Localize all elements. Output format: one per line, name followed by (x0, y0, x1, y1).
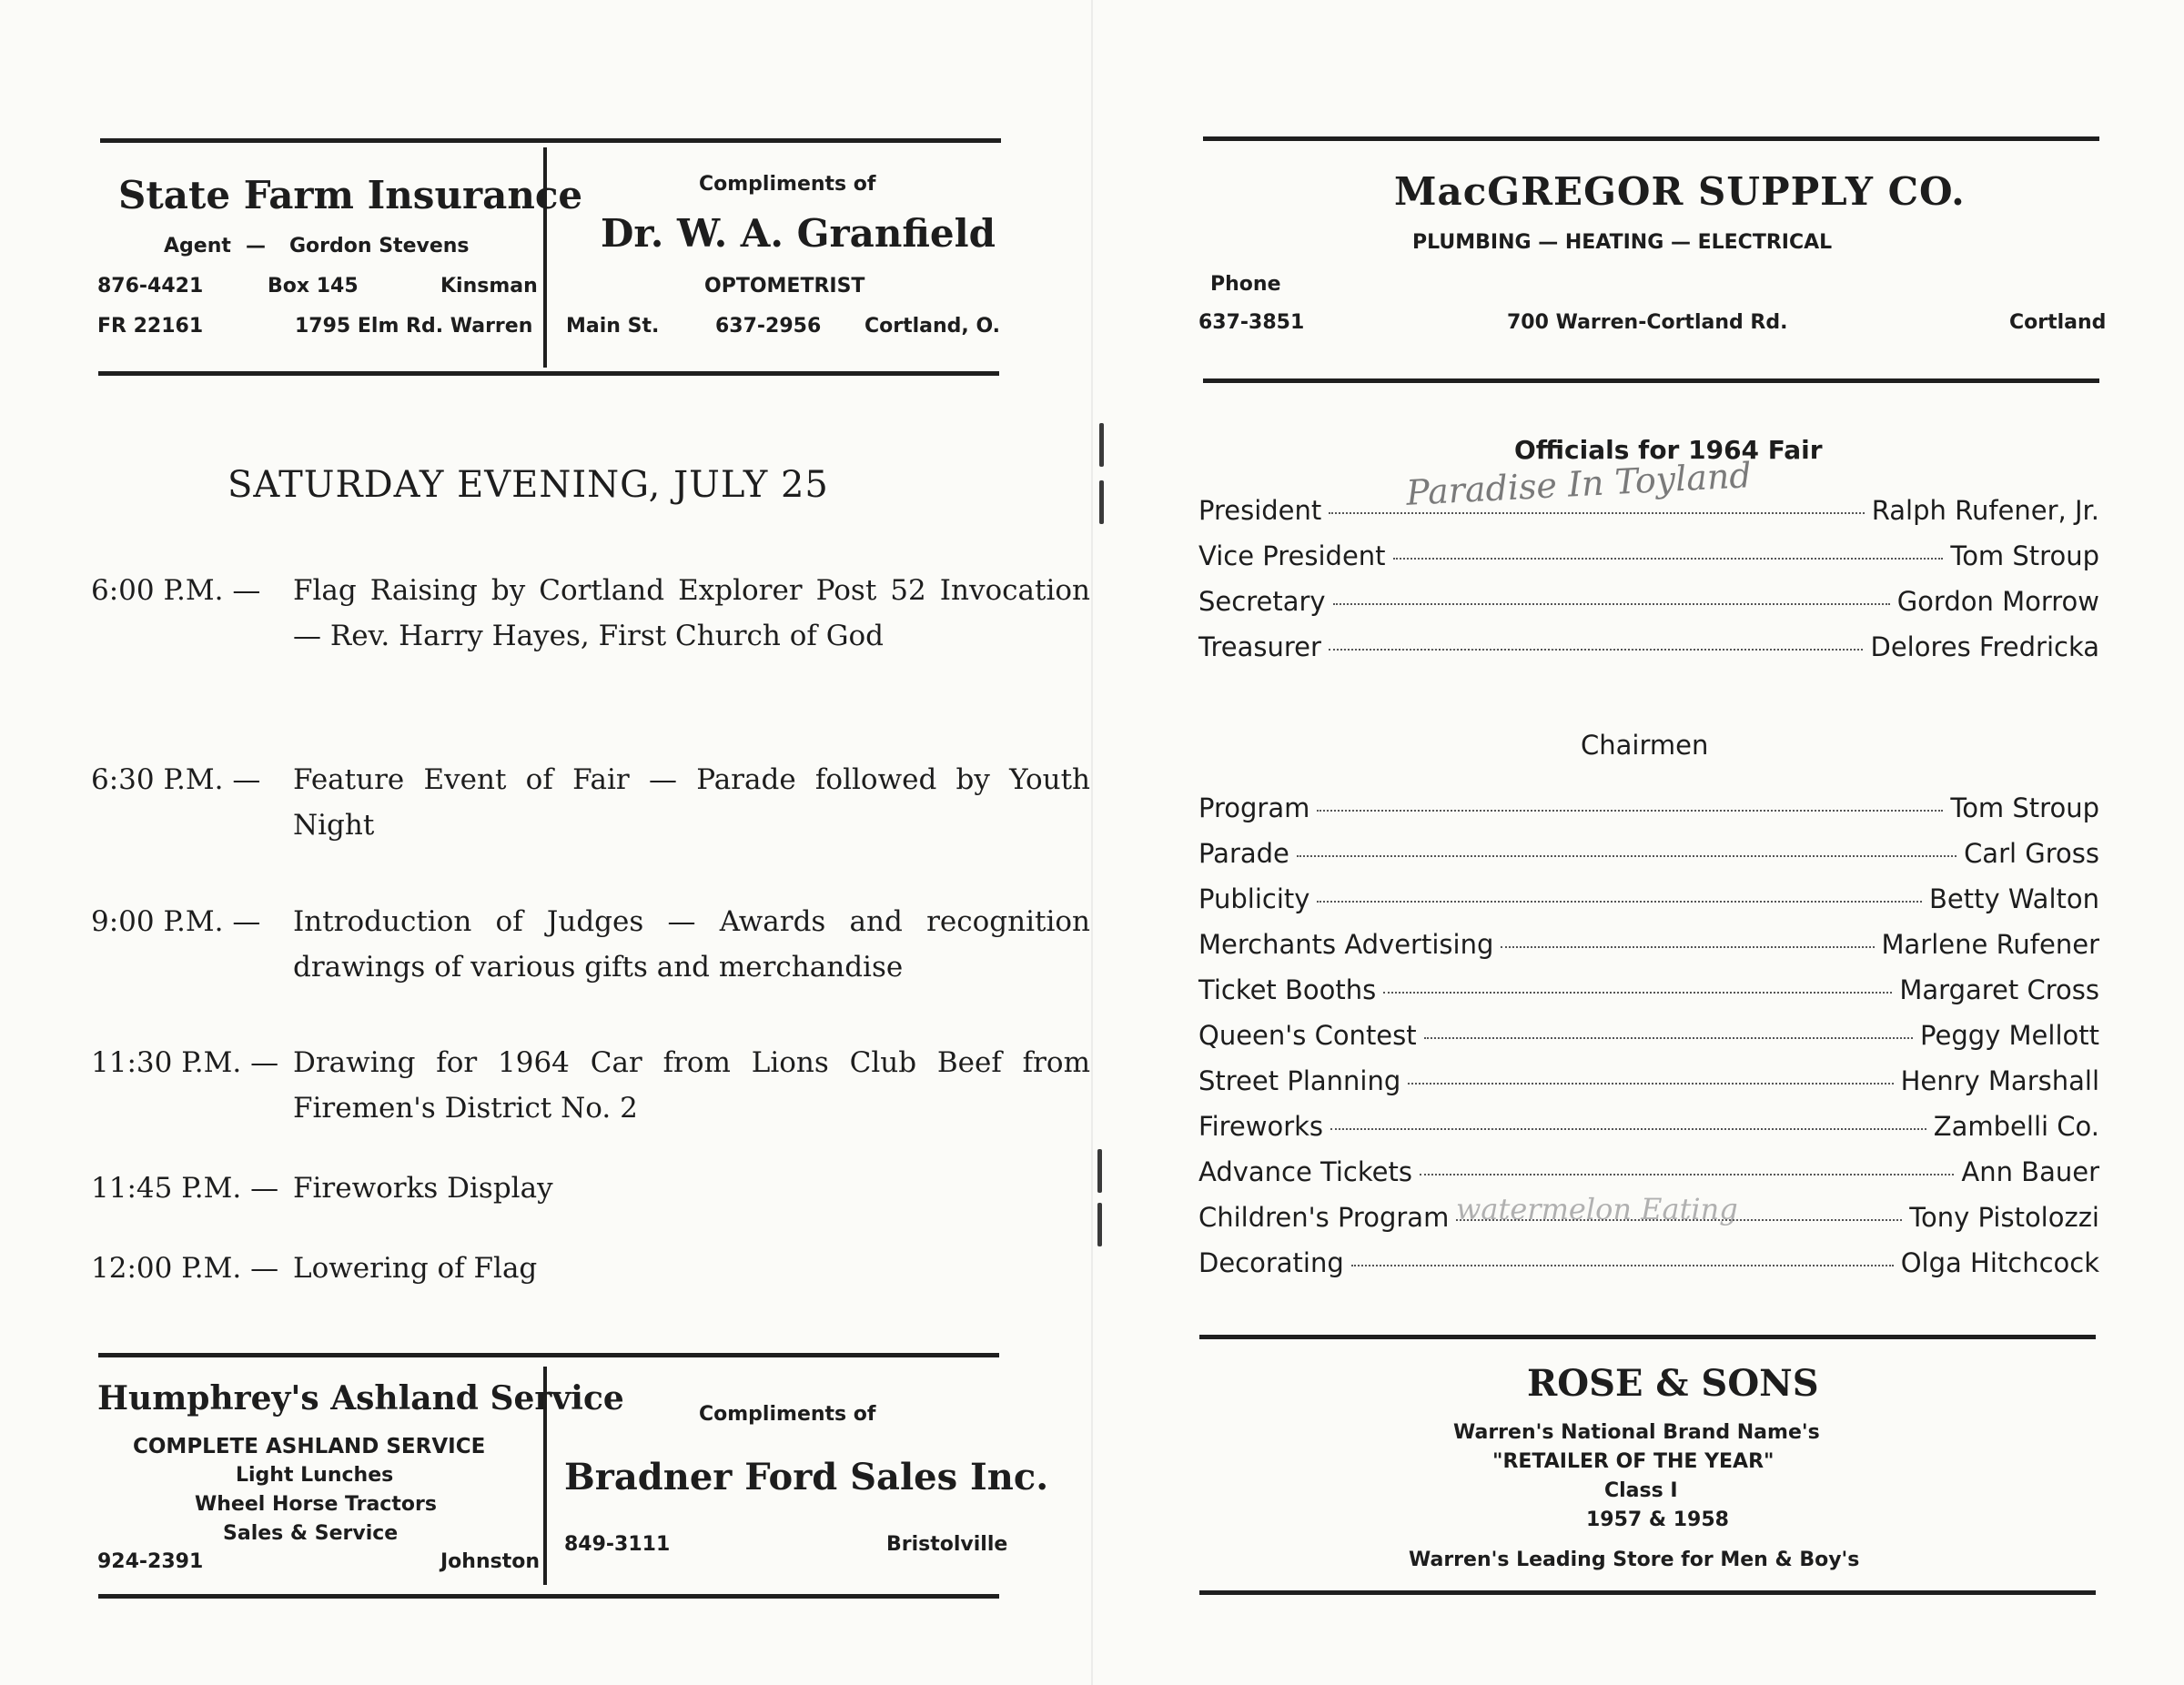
top-rule (100, 138, 1001, 143)
program-time: 6:00 P.M. — (91, 574, 261, 607)
chairman-row (1198, 883, 2099, 920)
granfield-town: Cortland, O. (864, 315, 1001, 338)
chairman-role: Queen's Contest (1198, 1020, 1417, 1051)
macgregor-title: MacGREGOR SUPPLY CO. (1394, 169, 1966, 214)
chairman-role: Fireworks (1198, 1111, 1324, 1142)
program-desc: Lowering of Flag (293, 1252, 538, 1285)
macgregor-bottom-rule (1203, 378, 2099, 383)
bottom-rule (98, 1594, 999, 1599)
chairman-row (1198, 1111, 2099, 1147)
humphrey-title: Humphrey's Ashland Service (97, 1379, 624, 1418)
rose-line-3: Class I (1604, 1479, 1678, 1502)
official-name: Ralph Rufener, Jr. (1871, 495, 2099, 526)
program-desc: Introduction of Judges — Awards and recognition drawings of various gifts and merchandise (293, 905, 1090, 984)
macgregor-phone: 637-3851 (1198, 311, 1305, 334)
bottom-rule-right (1199, 1590, 2096, 1595)
chairman-row (1198, 1020, 2099, 1056)
program-time: 9:00 P.M. — (91, 905, 261, 938)
state-farm-title: State Farm Insurance (118, 173, 583, 217)
program-time: 12:00 P.M. — (91, 1252, 279, 1285)
chairman-row (1198, 838, 2099, 874)
state-farm-town: Kinsman (440, 275, 538, 298)
state-farm-phone: 876-4421 (97, 275, 204, 298)
chairmen-title: Chairmen (1581, 730, 1709, 761)
chairman-row (1198, 1156, 2099, 1193)
leader-dots (1393, 558, 1944, 560)
chairman-role: Children's Program (1198, 1202, 1450, 1233)
program-desc: Drawing for 1964 Car from Lions Club Beef from Firemen's District No. 2 (293, 1046, 1090, 1125)
official-role: Treasurer (1198, 631, 1321, 662)
chairman-name: Betty Walton (1929, 883, 2099, 914)
rose-top-rule (1199, 1335, 2096, 1339)
leader-dots (1351, 1265, 1894, 1266)
bradner-town: Bristolville (886, 1533, 1008, 1556)
official-row (1198, 495, 2099, 531)
rose-line-5: Warren's Leading Store for Men & Boy's (1409, 1549, 1860, 1571)
chairman-name: Ann Bauer (1961, 1156, 2099, 1187)
official-name: Tom Stroup (1950, 540, 2099, 571)
humphrey-town: Johnston (440, 1550, 541, 1573)
official-role: President (1198, 495, 1322, 526)
leader-dots (1330, 1128, 1926, 1130)
official-row (1198, 540, 2099, 577)
program-time: 11:45 P.M. — (91, 1172, 279, 1205)
chairman-row (1198, 1065, 2099, 1102)
leader-dots (1456, 1219, 1902, 1221)
granfield-phone: 637-2956 (715, 315, 822, 338)
official-role: Secretary (1198, 586, 1326, 617)
top-rule-right (1203, 136, 2099, 141)
chairman-name: Peggy Mellott (1920, 1020, 2099, 1051)
leader-dots (1501, 946, 1874, 948)
program-desc: Fireworks Display (293, 1172, 553, 1205)
top-ad-bottom-rule (98, 371, 999, 376)
bradner-name: Bradner Ford Sales Inc. (564, 1456, 1049, 1498)
leader-dots (1383, 992, 1892, 994)
granfield-street: Main St. (566, 315, 660, 338)
official-name: Delores Fredricka (1870, 631, 2099, 662)
program-title: SATURDAY EVENING, JULY 25 (228, 464, 829, 506)
humphrey-line-1: COMPLETE ASHLAND SERVICE (133, 1435, 486, 1458)
leader-dots (1297, 855, 1956, 857)
humphrey-line-3: Wheel Horse Tractors (195, 1493, 437, 1516)
chairman-row (1198, 1247, 2099, 1284)
chairman-name: Marlene Rufener (1881, 929, 2099, 960)
leader-dots (1317, 901, 1922, 903)
state-farm-box: Box 145 (268, 275, 359, 298)
officials-title: Officials for 1964 Fair (1514, 435, 1823, 465)
granfield-compliments: Compliments of (699, 173, 876, 196)
humphrey-phone: 924-2391 (97, 1550, 204, 1573)
granfield-profession: OPTOMETRIST (704, 275, 865, 298)
leader-dots (1317, 810, 1943, 812)
program-time: 6:30 P.M. — (91, 763, 261, 796)
program-desc: Flag Raising by Cortland Explorer Post 52 Invocation — Rev. Harry Hayes, First Church of God (293, 574, 1090, 652)
chairman-name: Tom Stroup (1950, 792, 2099, 823)
program-time: 11:30 P.M. — (91, 1046, 279, 1079)
bradner-compliments: Compliments of (699, 1403, 876, 1426)
leader-dots (1329, 649, 1864, 651)
chairman-role: Advance Tickets (1198, 1156, 1412, 1187)
chairman-role: Decorating (1198, 1247, 1344, 1278)
chairman-role: Street Planning (1198, 1065, 1401, 1096)
official-row (1198, 631, 2099, 668)
granfield-name: Dr. W. A. Granfield (601, 211, 996, 256)
chairman-name: Henry Marshall (1900, 1065, 2099, 1096)
bottom-ad-top-rule (98, 1353, 999, 1357)
chairman-row (1198, 1202, 2099, 1238)
leader-dots (1420, 1174, 1954, 1175)
official-row (1198, 586, 2099, 622)
handwritten-note: watermelon Eating (1456, 1192, 1738, 1226)
rose-line-2: "RETAILER OF THE YEAR" (1492, 1450, 1774, 1473)
macgregor-phone-label: Phone (1210, 273, 1281, 296)
chairman-row (1198, 792, 2099, 829)
humphrey-line-4: Sales & Service (223, 1522, 399, 1545)
macgregor-town: Cortland (2009, 311, 2107, 334)
chairman-role: Publicity (1198, 883, 1310, 914)
leader-dots (1408, 1083, 1893, 1085)
state-farm-address: 1795 Elm Rd. Warren (295, 315, 533, 338)
official-name: Gordon Morrow (1896, 586, 2099, 617)
program-desc: Feature Event of Fair — Parade followed by Youth Night (293, 763, 1090, 842)
official-role: Vice President (1198, 540, 1386, 571)
chairman-role: Merchants Advertising (1198, 929, 1494, 960)
rose-title: ROSE & SONS (1527, 1362, 1819, 1405)
chairman-role: Ticket Booths (1198, 974, 1377, 1005)
leader-dots (1329, 512, 1864, 514)
state-farm-agent-name: Gordon Stevens (289, 235, 470, 257)
state-farm-agent-dash: — (246, 235, 266, 257)
rose-line-4: 1957 & 1958 (1586, 1508, 1729, 1531)
chairman-name: Zambelli Co. (1933, 1111, 2099, 1142)
state-farm-agent-label: Agent (164, 235, 231, 257)
chairman-role: Parade (1198, 838, 1289, 869)
chairman-role: Program (1198, 792, 1310, 823)
chairman-name: Tony Pistolozzi (1909, 1202, 2099, 1233)
leader-dots (1424, 1037, 1913, 1039)
chairman-row (1198, 929, 2099, 965)
state-farm-phone-2: FR 22161 (97, 315, 204, 338)
humphrey-line-2: Light Lunches (236, 1464, 394, 1487)
bradner-phone: 849-3111 (564, 1533, 671, 1556)
macgregor-services: PLUMBING — HEATING — ELECTRICAL (1412, 231, 1833, 254)
chairman-name: Olga Hitchcock (1900, 1247, 2099, 1278)
leader-dots (1333, 603, 1890, 605)
chairman-name: Carl Gross (1964, 838, 2099, 869)
chairman-row (1198, 974, 2099, 1011)
chairman-name: Margaret Cross (1899, 974, 2099, 1005)
handwritten-note: Paradise In Toyland (1405, 455, 1753, 513)
macgregor-address: 700 Warren-Cortland Rd. (1507, 311, 1788, 334)
rose-line-1: Warren's National Brand Name's (1453, 1421, 1820, 1444)
